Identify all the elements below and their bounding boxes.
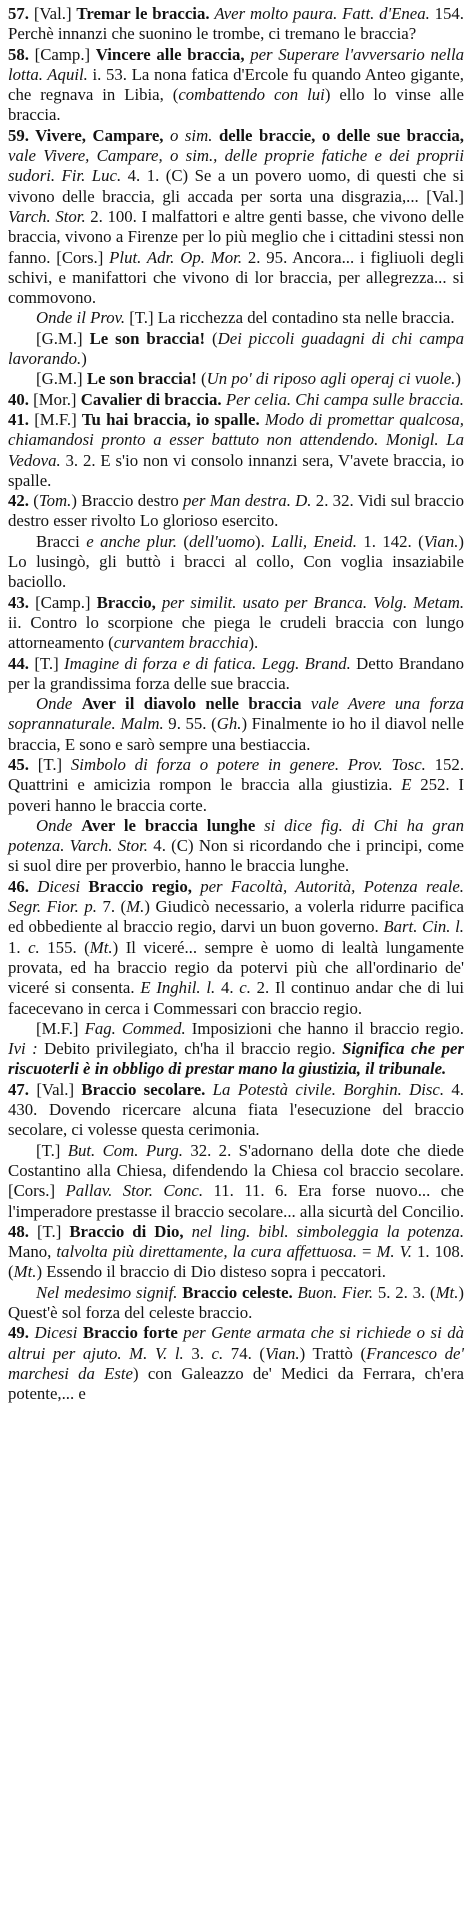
body-text: ). xyxy=(255,531,272,551)
body-text: ) Essendo il braccio di Dio disteso sopra i peccatori. xyxy=(36,1262,386,1282)
sub-entry-paragraph xyxy=(8,694,464,755)
body-text: 32. 2. S'adornano della dote che diede Costantino alla Chiesa, difendendo la Chiesa col braccio secolare. [Cors.] xyxy=(8,1140,464,1201)
body-text: [Camp.] xyxy=(35,592,97,612)
sub-entry-paragraph xyxy=(8,1141,464,1222)
italic-text: vale Vivere, Campare, o sim., delle proprie fatiche e dei proprii sudori. Fir. Luc. xyxy=(8,146,464,186)
italic-text: per Facoltà, Autorità, Potenza reale. Segr. Fior. p. xyxy=(8,876,464,917)
body-text: ( xyxy=(201,369,207,389)
italic-text: M. xyxy=(126,897,145,917)
bold-term: 57. xyxy=(8,4,34,23)
body-text: [Val.] xyxy=(36,1079,82,1099)
italic-text: Gh. xyxy=(216,714,242,734)
body-text: i. 53. La nona fatica d'Ercole fu quando Anteo gigante, che regnava in Libia, ( xyxy=(8,64,464,105)
body-text: ) Giudicò necessario, a volerla ridurre pacifica ed obbediente al braccio regio, darvi un buon governo. xyxy=(8,897,465,937)
bold-term: 42. xyxy=(8,491,34,511)
bold-term: 46. xyxy=(8,876,38,896)
italic-text: c. xyxy=(211,1343,231,1363)
italic-text: combattendo con lui xyxy=(178,85,325,105)
italic-text: per Man destra. D. xyxy=(183,491,316,511)
bold-term: 59. Vivere, Campare, xyxy=(8,125,170,145)
bold-term: 58. xyxy=(8,44,35,64)
body-text: 4. 1. (C) Se a un povero uomo, di questi che si vivono delle braccia, gli accada per sorta una disgrazia,... [Val.] xyxy=(8,166,465,206)
body-text: 1. 142. ( xyxy=(363,531,424,551)
entry-paragraph xyxy=(8,390,464,410)
italic-text: Nel medesimo signif. xyxy=(36,1282,183,1302)
bold-term: 41. xyxy=(8,409,35,429)
italic-text: E Inghil. l. xyxy=(140,978,221,998)
body-text: = xyxy=(361,1242,377,1262)
italic-text: Lalli, Eneid. xyxy=(271,531,364,551)
sub-entry-paragraph xyxy=(8,1019,464,1080)
bold-term: Braccio secolare. xyxy=(81,1079,213,1099)
italic-text: E xyxy=(401,775,421,795)
body-text: 4. 430. Dovendo ricercare alcuna fiata l'esecuzione del braccio secolare, ci volesse questa cerimonia. xyxy=(8,1079,464,1140)
italic-text: Modo di promettar qualcosa, chiamandosi pronto a esser battuto non attendendo. Monigl. La Vedova. xyxy=(8,409,464,470)
body-text: [Camp.] xyxy=(34,44,96,64)
body-text: ) xyxy=(455,369,461,389)
italic-text: Vian. xyxy=(423,531,459,551)
italic-text: per similit. usato per Branca. Volg. Metam. xyxy=(161,592,465,612)
entry-paragraph xyxy=(8,1222,464,1283)
body-text: ) Braccio destro xyxy=(71,491,184,511)
bold-term: Braccio celeste. xyxy=(182,1282,298,1302)
body-text: [Val.] xyxy=(33,4,77,23)
body-text: ) Trattò ( xyxy=(299,1343,367,1363)
entry-paragraph xyxy=(8,45,464,126)
entry-paragraph xyxy=(8,593,464,654)
italic-text: Onde xyxy=(36,694,82,714)
entry-paragraph xyxy=(8,1080,464,1141)
body-text: 155. ( xyxy=(47,937,90,957)
italic-text: Francesco de' marchesi da Este xyxy=(8,1343,465,1383)
italic-text: curvantem bracchia xyxy=(113,633,249,653)
sub-entry-paragraph xyxy=(8,816,464,877)
body-text: Bracci xyxy=(36,531,87,551)
italic-text: Imagine di forza e di fatica. Legg. Brand. xyxy=(64,653,357,673)
bold-term: Vincere alle braccia, xyxy=(95,44,251,64)
body-text: [T.] xyxy=(36,1221,70,1241)
bold-term: delle braccie, o delle sue braccia, xyxy=(218,125,465,145)
body-text: Imposizioni che hanno il braccio regio. xyxy=(191,1018,464,1038)
body-text: ) Il viceré... sempre è uomo di lealtà lungamente provata, ed ha braccio regio da potervi più che all'ordinario de' viceré si consenta. xyxy=(8,937,464,998)
italic-text: Onde il Prov. xyxy=(36,308,130,328)
italic-text: o sim. xyxy=(170,125,219,145)
bold-term: 45. xyxy=(8,754,38,774)
body-text: ) xyxy=(81,349,87,369)
italic-text: si dice fig. di Chi ha gran potenza. Varch. Stor. xyxy=(8,815,465,856)
italic-text: Pallav. Stor. Conc. xyxy=(65,1181,214,1201)
italic-text: Dicesi xyxy=(34,1323,83,1343)
bold-term: 47. xyxy=(8,1079,37,1099)
body-text: ( xyxy=(212,328,218,348)
italic-text: Aver molto paura. Fatt. d'Enea. xyxy=(214,4,435,23)
body-text: [M.F.] xyxy=(34,409,82,429)
italic-text: Ivi : xyxy=(8,1039,45,1059)
body-text: [T.] La ricchezza del contadino sta nelle braccia. xyxy=(129,308,455,328)
body-text: [T.] xyxy=(36,1140,68,1160)
italic-text: per Gente armata che si richiede o si dà altrui per ajuto. M. V. l. xyxy=(8,1323,465,1363)
italic-text: talvolta più direttamente, la cura affettuosa. xyxy=(56,1242,362,1262)
italic-text: nel ling. bibl. simboleggia la potenza. xyxy=(191,1221,465,1241)
bold-term: Aver le braccia lunghe xyxy=(81,815,265,835)
italic-text: per Superare l'avversario nella lotta. Aquil. xyxy=(8,44,465,84)
italic-text: Buon. Fier. xyxy=(297,1282,378,1302)
italic-text: Dei piccoli guadagni di chi campa lavorando. xyxy=(8,328,464,369)
body-text: 2. Il continuo andar che di lui facecevano in cerca i Commessari con braccio regio. xyxy=(8,978,464,1018)
body-text: 4. (C) Non si ricordando che i principi, come si suol dire per proverbio, hanno le braccia lunghe. xyxy=(8,836,465,876)
bold-term: 44. xyxy=(8,653,35,673)
body-text: ). xyxy=(248,633,259,653)
italic-text: e anche plur. xyxy=(86,531,184,551)
italic-text: Mt. xyxy=(13,1262,37,1282)
body-text: Mano, xyxy=(8,1242,57,1262)
bold-term: 40. xyxy=(8,389,34,409)
italic-text: But. Com. Purg. xyxy=(67,1140,191,1160)
body-text: ( xyxy=(33,491,39,511)
body-text: 4. xyxy=(220,978,240,998)
italic-text: Per celia. Chi campa sulle braccia. xyxy=(225,389,464,409)
body-text: 2. 100. I malfattori e altre genti basse, che vivono delle braccia, vivono a Firenze per lo più meglio che i cittadini stessi non fanno. [Cors.] xyxy=(8,206,464,267)
body-text: 3. xyxy=(191,1343,212,1363)
italic-text: Un po' di riposo agli operaj ci vuole. xyxy=(206,369,456,389)
entry-paragraph xyxy=(8,654,464,695)
italic-text: Dicesi xyxy=(37,876,89,896)
body-text: ( xyxy=(183,531,189,551)
body-text: 2. 32. Vidi sul braccio destro esser rivolto Lo glorioso esercito. xyxy=(8,491,465,531)
bold-term: 49. xyxy=(8,1323,35,1343)
italic-text: Bart. Cin. l. xyxy=(383,917,464,937)
bold-term: 43. xyxy=(8,592,36,612)
italic-text: dell'uomo xyxy=(188,531,255,551)
body-text: 74. ( xyxy=(230,1343,265,1363)
italic-text: Tom. xyxy=(38,491,72,511)
body-text: Debito privilegiato, ch'ha il braccio regio. xyxy=(44,1039,343,1059)
sub-entry-paragraph xyxy=(8,369,464,389)
body-text: 154. Perchè innanzi che suonino le trombe, ci tremano le braccia? xyxy=(8,4,464,44)
body-text: [G.M.] xyxy=(36,369,87,389)
body-text: ) Quest'è sol forza del celeste braccio. xyxy=(8,1282,464,1322)
bold-term: Cavalier di braccia. xyxy=(80,389,226,409)
bold-term: Braccio di Dio, xyxy=(69,1221,192,1241)
body-text: Detto Brandano per la grandissima forza delle sue braccia. xyxy=(8,653,465,693)
body-text: 152. Quattrini e amicizia rompon le braccia alla giustizia. xyxy=(8,754,465,795)
body-text: 1. 108. ( xyxy=(8,1242,464,1282)
sub-entry-paragraph xyxy=(8,308,464,328)
body-text: 9. 55. ( xyxy=(168,714,217,734)
bold-term: Tu hai braccia, io spalle. xyxy=(81,409,265,429)
italic-text: Varch. Stor. xyxy=(8,206,91,226)
entry-paragraph xyxy=(8,126,464,309)
body-text: [M.F.] xyxy=(36,1018,85,1038)
italic-text: Onde xyxy=(36,815,82,835)
italic-text: La Potestà civile. Borghin. Disc. xyxy=(212,1079,452,1099)
body-text: ) Finalmente io ho il diavol nelle braccia, E sono e sarò sempre una bestiaccia. xyxy=(8,714,465,754)
entry-paragraph xyxy=(8,755,464,816)
body-text: 252. I poveri hanno le braccia corte. xyxy=(8,775,464,815)
bold-term: Braccio, xyxy=(96,592,162,612)
italic-text: c. xyxy=(28,937,48,957)
italic-text: Mt. xyxy=(435,1282,459,1302)
italic-text: c. xyxy=(239,978,257,998)
body-text: [T.] xyxy=(34,653,65,673)
body-text: ) con Galeazzo de' Medici da Ferrara, ch'era potente,... e xyxy=(8,1363,464,1404)
body-text: ) ello lo vinse alle braccia. xyxy=(8,85,464,125)
body-text: [Mor.] xyxy=(33,389,81,409)
body-text: ) Lo lusingò, gli buttò i bracci al collo, Con voglia insaziabile baciollo. xyxy=(8,531,465,592)
italic-text: vale Avere una forza soprannaturale. Malm. xyxy=(8,694,464,734)
italic-text: Mt. xyxy=(89,937,113,957)
italic-text: M. V. xyxy=(376,1242,417,1262)
italic-text: Fag. Commed. xyxy=(84,1018,192,1038)
sub-entry-paragraph xyxy=(8,329,464,370)
entry-paragraph xyxy=(8,4,464,45)
italic-text: Simbolo di forza o potere in genere. Prov. Tosc. xyxy=(70,754,435,774)
bold-term: Tremar le braccia. xyxy=(76,4,215,23)
bold-term: Le son braccia! xyxy=(89,328,213,348)
bold-term: Le son braccia! xyxy=(86,369,202,389)
body-text: 2. 95. Ancora... i figliuoli degli schivi, e manifattori che vivono di lor braccia, per allegrezza... si commovono. xyxy=(8,247,464,308)
italic-text: Vian. xyxy=(264,1343,300,1363)
body-text: 3. 2. E s'io non vi consolo innanzi sera, V'avete braccia, io spalle. xyxy=(8,450,464,490)
body-text: 11. 11. 6. Era forse nuovo... che l'imperadore prestasse il braccio secolare... alla sicurtà del Concilio. xyxy=(8,1181,464,1221)
body-text: 7. ( xyxy=(102,897,127,917)
entry-paragraph xyxy=(8,410,464,491)
entry-paragraph xyxy=(8,877,464,1019)
sub-entry-paragraph xyxy=(8,1283,464,1324)
bold-term: Aver il diavolo nelle braccia xyxy=(81,694,311,714)
body-text: 5. 2. 3. ( xyxy=(377,1282,436,1302)
entry-paragraph xyxy=(8,491,464,532)
bold-italic-text: Significa che per riscuoterli è in obbligo di prestar mano la giustizia, il tribunale. xyxy=(8,1039,464,1079)
body-text: [G.M.] xyxy=(36,328,90,348)
body-text: ii. Contro lo scorpione che piega le crudeli braccia con lungo attorneamento ( xyxy=(8,612,464,653)
sub-entry-paragraph xyxy=(8,532,464,593)
body-text: 1. xyxy=(8,937,29,957)
bold-term: Braccio regio, xyxy=(88,876,201,896)
body-text: [T.] xyxy=(37,754,71,774)
italic-text: Plut. Adr. Op. Mor. xyxy=(109,247,248,267)
entry-paragraph xyxy=(8,1323,464,1404)
bold-term: 48. xyxy=(8,1221,37,1241)
bold-term: Braccio forte xyxy=(82,1323,184,1343)
